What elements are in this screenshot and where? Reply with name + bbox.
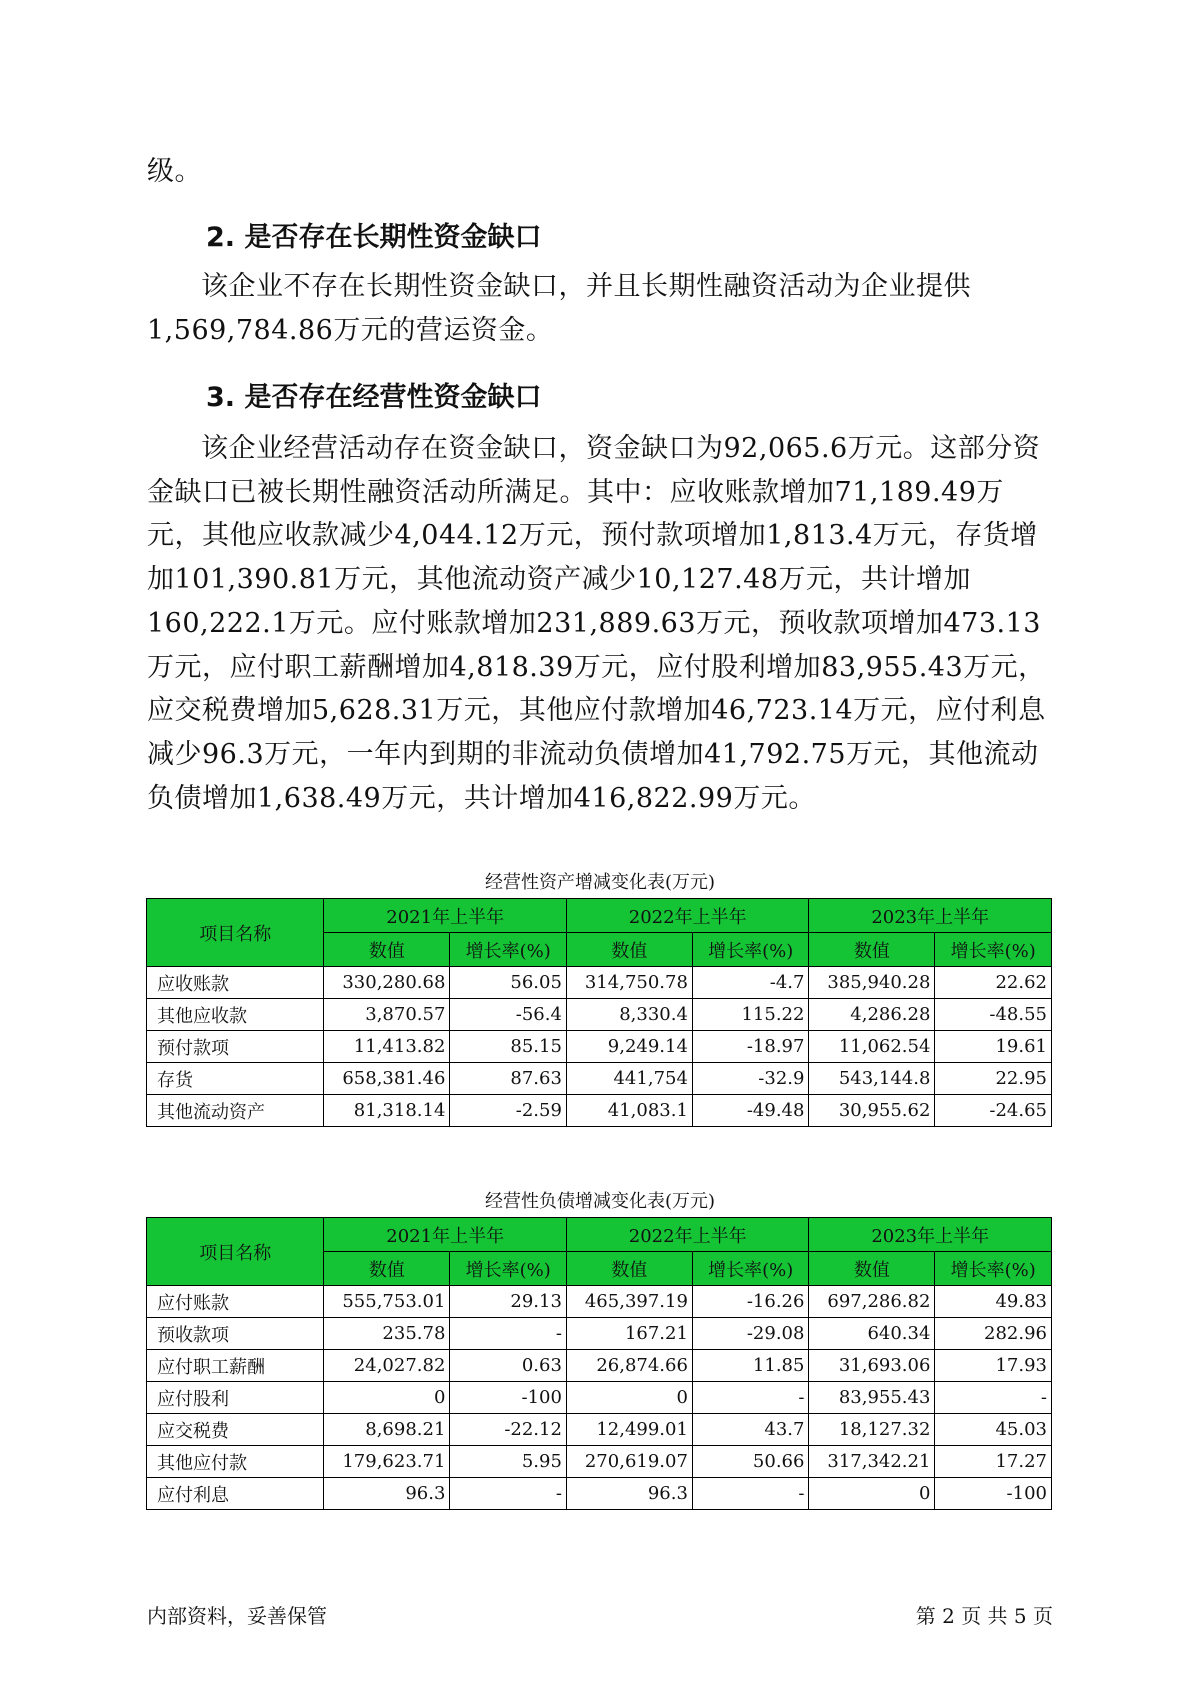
table-row [147, 1286, 1052, 1318]
value-cell: 26,874.66 [566, 1350, 692, 1382]
table1-sub-rate: 增长率(%) [692, 933, 809, 967]
growth-rate-cell: 5.95 [450, 1446, 567, 1478]
table1-sub-value: 数值 [324, 933, 450, 967]
growth-rate-cell: 22.62 [935, 967, 1052, 999]
row-label: 应付利息 [147, 1478, 324, 1510]
growth-rate-cell: - [692, 1382, 809, 1414]
growth-rate-cell: 17.93 [935, 1350, 1052, 1382]
table2-sub-rate: 增长率(%) [692, 1252, 809, 1286]
value-cell: 0 [566, 1382, 692, 1414]
value-cell: 555,753.01 [324, 1286, 450, 1318]
growth-rate-cell: 19.61 [935, 1031, 1052, 1063]
value-cell: 30,955.62 [809, 1095, 935, 1127]
table2-period-2021: 2021年上半年 [324, 1218, 567, 1252]
section-heading-3: 3. 是否存在经营性资金缺口 [206, 382, 542, 413]
value-cell: 31,693.06 [809, 1350, 935, 1382]
value-cell: 8,698.21 [324, 1414, 450, 1446]
value-cell: 41,083.1 [566, 1095, 692, 1127]
value-cell: 96.3 [324, 1478, 450, 1510]
growth-rate-cell: 45.03 [935, 1414, 1052, 1446]
value-cell: 24,027.82 [324, 1350, 450, 1382]
table1-sub-value: 数值 [566, 933, 692, 967]
value-cell: 465,397.19 [566, 1286, 692, 1318]
growth-rate-cell: 87.63 [450, 1063, 567, 1095]
growth-rate-cell: -24.65 [935, 1095, 1052, 1127]
growth-rate-cell: - [450, 1318, 567, 1350]
value-cell: 9,249.14 [566, 1031, 692, 1063]
growth-rate-cell: -56.4 [450, 999, 567, 1031]
growth-rate-cell: 50.66 [692, 1446, 809, 1478]
value-cell: 11,413.82 [324, 1031, 450, 1063]
table2-sub-value: 数值 [324, 1252, 450, 1286]
growth-rate-cell: 29.13 [450, 1286, 567, 1318]
growth-rate-cell: - [935, 1382, 1052, 1414]
table1-sub-rate: 增长率(%) [450, 933, 567, 967]
growth-rate-cell: 115.22 [692, 999, 809, 1031]
growth-rate-cell: 17.27 [935, 1446, 1052, 1478]
value-cell: 441,754 [566, 1063, 692, 1095]
value-cell: 270,619.07 [566, 1446, 692, 1478]
row-label: 预收款项 [147, 1318, 324, 1350]
operating-liabilities-table [146, 1217, 1052, 1510]
growth-rate-cell: - [450, 1478, 567, 1510]
value-cell: 317,342.21 [809, 1446, 935, 1478]
table1-period-2022: 2022年上半年 [566, 899, 809, 933]
table-row [147, 1063, 1052, 1095]
table1-header-row [147, 899, 1052, 933]
table-row [147, 999, 1052, 1031]
growth-rate-cell: -48.55 [935, 999, 1052, 1031]
row-label: 其他流动资产 [147, 1095, 324, 1127]
row-label: 应付账款 [147, 1286, 324, 1318]
table2-sub-value: 数值 [566, 1252, 692, 1286]
paragraph-operating-gap: 该企业经营活动存在资金缺口，资金缺口为92,065.6万元。这部分资金缺口已被长期性融资活动所满足。其中：应收账款增加71,189.49万元，其他应收款减少4,044.12万元，预付款项增加1,813.4万元，存货增加101,390.81万元，其他流动资产减少10,127.48万元，共计增加160,222.1万元。应付账款增加231,889.63万元，预收款项增加473.13万元，应付职工薪酬增加4,818.39万元，应付股利增加83,955.43万元，应交税费增加5,628.31万元，其他应付款增加46,723.14万元，应付利息减少96.3万元，一年内到期的非流动负债增加41,792.75万元，其他流动负债增加1,638.49万元，共计增加416,822.99万元。 [147, 433, 1046, 814]
growth-rate-cell: 22.95 [935, 1063, 1052, 1095]
section-heading-2: 2. 是否存在长期性资金缺口 [206, 222, 542, 253]
growth-rate-cell: 11.85 [692, 1350, 809, 1382]
continued-paragraph: 级。 [147, 156, 202, 187]
table1-col-name: 项目名称 [147, 899, 324, 967]
value-cell: 3,870.57 [324, 999, 450, 1031]
row-label: 预付款项 [147, 1031, 324, 1063]
growth-rate-cell: -100 [935, 1478, 1052, 1510]
value-cell: 11,062.54 [809, 1031, 935, 1063]
value-cell: 18,127.32 [809, 1414, 935, 1446]
table-row [147, 1414, 1052, 1446]
row-label: 存货 [147, 1063, 324, 1095]
value-cell: 4,286.28 [809, 999, 935, 1031]
table-row [147, 1031, 1052, 1063]
growth-rate-cell: 0.63 [450, 1350, 567, 1382]
value-cell: 658,381.46 [324, 1063, 450, 1095]
table-row [147, 1350, 1052, 1382]
table2-sub-value: 数值 [809, 1252, 935, 1286]
value-cell: 314,750.78 [566, 967, 692, 999]
growth-rate-cell: -18.97 [692, 1031, 809, 1063]
value-cell: 167.21 [566, 1318, 692, 1350]
table2-body [147, 1286, 1052, 1510]
value-cell: 83,955.43 [809, 1382, 935, 1414]
value-cell: 697,286.82 [809, 1286, 935, 1318]
growth-rate-cell: -22.12 [450, 1414, 567, 1446]
table1-period-2021: 2021年上半年 [324, 899, 567, 933]
row-label: 应收账款 [147, 967, 324, 999]
table1-sub-value: 数值 [809, 933, 935, 967]
table-row [147, 1318, 1052, 1350]
table2-period-2022: 2022年上半年 [566, 1218, 809, 1252]
value-cell: 81,318.14 [324, 1095, 450, 1127]
table1-sub-rate: 增长率(%) [935, 933, 1052, 967]
value-cell: 235.78 [324, 1318, 450, 1350]
table2-period-2023: 2023年上半年 [809, 1218, 1052, 1252]
value-cell: 330,280.68 [324, 967, 450, 999]
table2-col-name: 项目名称 [147, 1218, 324, 1286]
table-row [147, 1478, 1052, 1510]
growth-rate-cell: - [692, 1478, 809, 1510]
table-row [147, 1382, 1052, 1414]
table2-sub-rate: 增长率(%) [935, 1252, 1052, 1286]
table-row [147, 1446, 1052, 1478]
growth-rate-cell: -100 [450, 1382, 567, 1414]
value-cell: 640.34 [809, 1318, 935, 1350]
value-cell: 96.3 [566, 1478, 692, 1510]
row-label: 应交税费 [147, 1414, 324, 1446]
table1-body [147, 967, 1052, 1127]
growth-rate-cell: 282.96 [935, 1318, 1052, 1350]
table2-caption: 经营性负债增减变化表(万元) [484, 1191, 716, 1212]
table1-period-2023: 2023年上半年 [809, 899, 1052, 933]
growth-rate-cell: -49.48 [692, 1095, 809, 1127]
table2-header-row [147, 1218, 1052, 1252]
growth-rate-cell: -4.7 [692, 967, 809, 999]
growth-rate-cell: 43.7 [692, 1414, 809, 1446]
growth-rate-cell: 49.83 [935, 1286, 1052, 1318]
growth-rate-cell: 56.05 [450, 967, 567, 999]
row-label: 应付股利 [147, 1382, 324, 1414]
value-cell: 179,623.71 [324, 1446, 450, 1478]
value-cell: 543,144.8 [809, 1063, 935, 1095]
row-label: 应付职工薪酬 [147, 1350, 324, 1382]
growth-rate-cell: -2.59 [450, 1095, 567, 1127]
value-cell: 385,940.28 [809, 967, 935, 999]
growth-rate-cell: -29.08 [692, 1318, 809, 1350]
growth-rate-cell: 85.15 [450, 1031, 567, 1063]
paragraph-long-term-gap: 该企业不存在长期性资金缺口，并且长期性融资活动为企业提供1,569,784.86万元的营运资金。 [147, 271, 971, 346]
value-cell: 12,499.01 [566, 1414, 692, 1446]
value-cell: 0 [809, 1478, 935, 1510]
table-row [147, 1095, 1052, 1127]
row-label: 其他应付款 [147, 1446, 324, 1478]
row-label: 其他应收款 [147, 999, 324, 1031]
table2-sub-rate: 增长率(%) [450, 1252, 567, 1286]
value-cell: 8,330.4 [566, 999, 692, 1031]
growth-rate-cell: -16.26 [692, 1286, 809, 1318]
growth-rate-cell: -32.9 [692, 1063, 809, 1095]
footer-page-number: 第 2 页 共 5 页 [915, 1604, 1053, 1628]
footer-confidential-note: 内部资料，妥善保管 [147, 1604, 327, 1628]
value-cell: 0 [324, 1382, 450, 1414]
operating-assets-table [146, 898, 1052, 1127]
table1-caption: 经营性资产增减变化表(万元) [484, 872, 716, 893]
table-row [147, 967, 1052, 999]
